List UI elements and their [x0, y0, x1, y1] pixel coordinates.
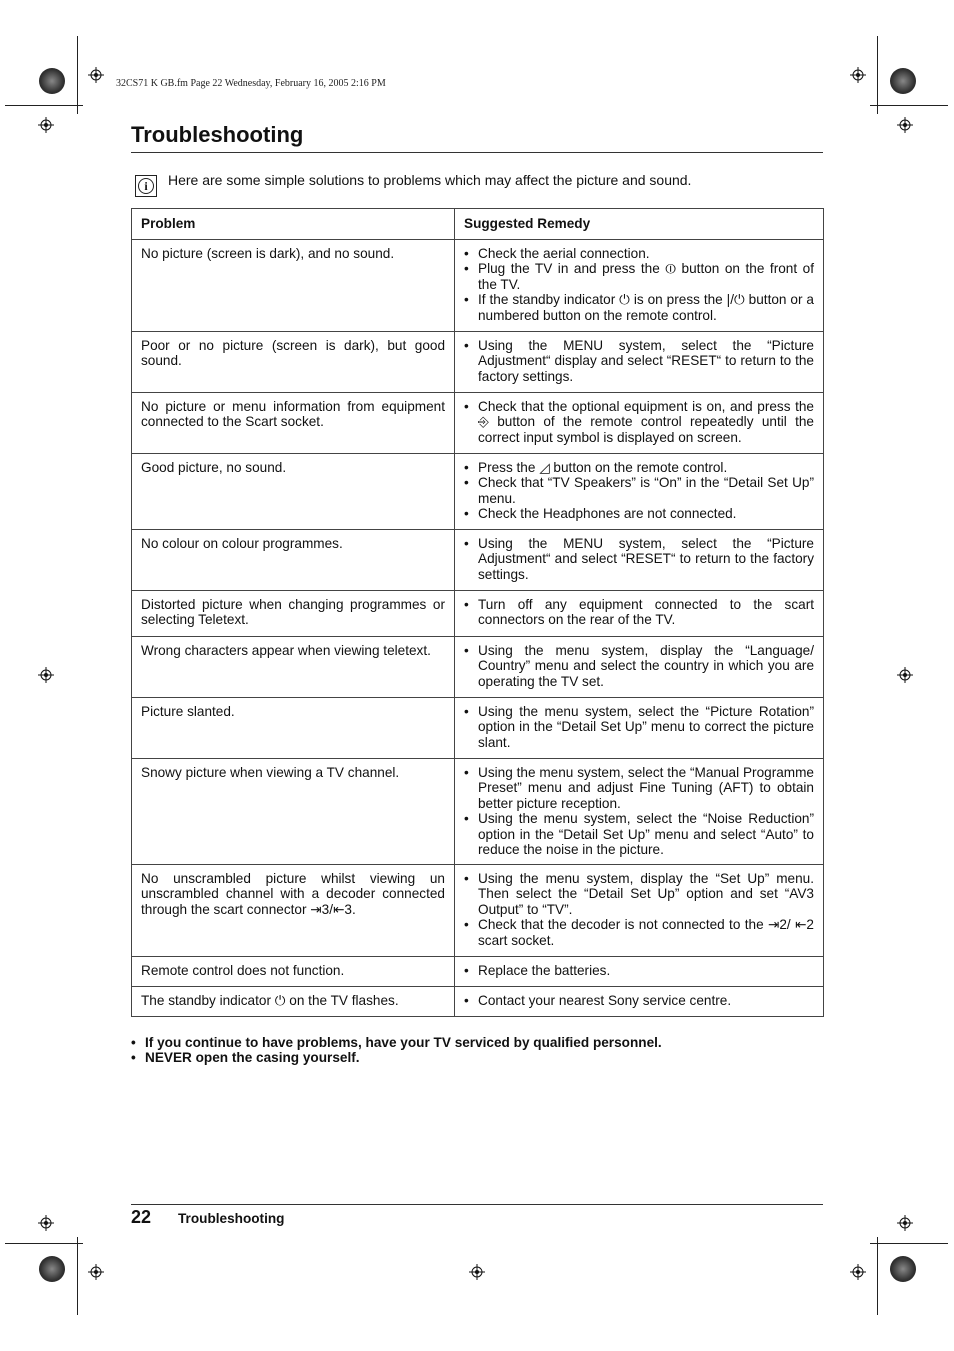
remedy-item: • Using the MENU system, select the “Picture Adjustment“ display and select “RESET“ to return to the factory settings.: [478, 338, 814, 384]
problem-cell: No unscrambled picture whilst viewing un unscrambled channel with a decoder connected through the scart connector ⇥3/⇤3.: [132, 865, 455, 957]
problem-cell: Snowy picture when viewing a TV channel.: [132, 759, 455, 865]
problem-cell: Good picture, no sound.: [132, 454, 455, 530]
remedy-cell: [455, 987, 824, 1017]
title-divider: [131, 152, 823, 153]
remedy-cell: [455, 332, 824, 393]
problem-cell: No picture (screen is dark), and no sound.: [132, 240, 455, 332]
table-row: [132, 454, 824, 530]
remedy-cell: [455, 637, 824, 698]
remedy-list: [464, 246, 814, 323]
file-header: 32CS71 K GB.fm Page 22 Wednesday, February 16, 2005 2:16 PM: [116, 78, 386, 89]
remedy-list: [464, 993, 814, 1008]
problem-cell: Wrong characters appear when viewing teletext.: [132, 637, 455, 698]
registration-mark-icon: [469, 1264, 485, 1280]
table-row: [132, 987, 824, 1017]
remedy-cell: [455, 240, 824, 332]
table-row: [132, 393, 824, 454]
remedy-cell: [455, 454, 824, 530]
registration-mark-icon: [897, 117, 913, 133]
remedy-list: [464, 704, 814, 750]
info-icon: i: [135, 175, 157, 197]
remedy-cell: [455, 393, 824, 454]
remedy-list: [464, 460, 814, 522]
remedy-list: [464, 597, 814, 628]
remedy-cell: [455, 698, 824, 759]
color-disc-icon: [890, 1256, 916, 1282]
color-disc-icon: [39, 1256, 65, 1282]
registration-mark-icon: [88, 1264, 104, 1280]
remedy-cell: [455, 759, 824, 865]
registration-mark-icon: [38, 667, 54, 683]
problem-cell: No colour on colour programmes.: [132, 530, 455, 591]
table-row: [132, 637, 824, 698]
remedy-item: • Check that “TV Speakers” is “On” in the “Detail Set Up” menu.: [478, 475, 814, 506]
remedy-item: • Replace the batteries.: [478, 963, 814, 978]
registration-mark-icon: [850, 1264, 866, 1280]
remedy-item: • Check the aerial connection.: [478, 246, 814, 261]
remedy-list: [464, 963, 814, 978]
remedy-item: • Turn off any equipment connected to the scart connectors on the rear of the TV.: [478, 597, 814, 628]
problem-cell: The standby indicator ⏻ on the TV flashes.: [132, 987, 455, 1017]
remedy-cell: [455, 530, 824, 591]
color-disc-icon: [39, 68, 65, 94]
remedy-item: • If the standby indicator ⏻ is on press the |/⏻ button or a numbered button on the remote control.: [478, 292, 814, 323]
problem-cell: Remote control does not function.: [132, 957, 455, 987]
footer-section-label: Troubleshooting: [178, 1211, 285, 1226]
table-body: [132, 240, 824, 1017]
problem-cell: Poor or no picture (screen is dark), but good sound.: [132, 332, 455, 393]
table-row: [132, 240, 824, 332]
remedy-list: [464, 399, 814, 445]
remedy-list: [464, 536, 814, 582]
table-row: [132, 332, 824, 393]
remedy-item: • Check that the decoder is not connected to the ⇥2/ ⇤2 scart socket.: [478, 917, 814, 948]
table-row: [132, 591, 824, 637]
remedy-item: • Press the ◿ button on the remote control.: [478, 460, 814, 475]
intro-text: Here are some simple solutions to problems which may affect the picture and sound.: [168, 172, 692, 188]
remedy-item: • Plug the TV in and press the ⏼ button on the front of the TV.: [478, 261, 814, 292]
registration-mark-icon: [897, 1215, 913, 1231]
remedy-list: [464, 871, 814, 948]
remedy-cell: [455, 865, 824, 957]
note-item: • NEVER open the casing yourself.: [131, 1050, 662, 1065]
problem-cell: Distorted picture when changing programmes or selecting Teletext.: [132, 591, 455, 637]
remedy-item: • Using the menu system, display the “Language/ Country” menu and select the country in which you are operating the TV set.: [478, 643, 814, 689]
remedy-cell: [455, 591, 824, 637]
remedy-item: • Check that the optional equipment is on, and press the ⎆ button of the remote control repeatedly until the correct input symbol is displayed on screen.: [478, 399, 814, 445]
remedy-list: [464, 765, 814, 857]
table-row: [132, 698, 824, 759]
table-row: [132, 530, 824, 591]
remedy-item: • Using the MENU system, select the “Picture Adjustment“ and select “RESET“ to return to the factory settings.: [478, 536, 814, 582]
remedy-item: • Contact your nearest Sony service centre.: [478, 993, 814, 1008]
footer-divider: [131, 1204, 823, 1205]
remedy-list: [464, 338, 814, 384]
remedy-list: [464, 643, 814, 689]
warning-notes: [131, 1035, 662, 1066]
remedy-item: • Check the Headphones are not connected.: [478, 506, 814, 521]
table-row: [132, 957, 824, 987]
registration-mark-icon: [850, 67, 866, 83]
troubleshooting-table: [131, 208, 824, 1017]
color-disc-icon: [890, 68, 916, 94]
registration-mark-icon: [38, 117, 54, 133]
page-title: Troubleshooting: [131, 122, 304, 147]
remedy-cell: [455, 957, 824, 987]
remedy-header: Suggested Remedy: [455, 209, 824, 240]
page-number: 22: [131, 1207, 152, 1227]
problem-cell: No picture or menu information from equipment connected to the Scart socket.: [132, 393, 455, 454]
problem-cell: Picture slanted.: [132, 698, 455, 759]
problem-header: Problem: [132, 209, 455, 240]
registration-mark-icon: [38, 1215, 54, 1231]
remedy-item: • Using the menu system, select the “Picture Rotation” option in the “Detail Set Up” menu to correct the picture slant.: [478, 704, 814, 750]
remedy-item: • Using the menu system, select the “Noise Reduction” option in the “Detail Set Up” menu and select “Auto” to reduce the noise in the picture.: [478, 811, 814, 857]
remedy-item: • Using the menu system, select the “Manual Programme Preset” menu and adjust Fine Tuning (AFT) to obtain better picture reception.: [478, 765, 814, 811]
note-item: • If you continue to have problems, have your TV serviced by qualified personnel.: [131, 1035, 662, 1050]
registration-mark-icon: [897, 667, 913, 683]
table-row: [132, 759, 824, 865]
table-row: [132, 865, 824, 957]
table-header-row: [132, 209, 824, 240]
registration-mark-icon: [88, 67, 104, 83]
remedy-item: • Using the menu system, display the “Set Up” menu. Then select the “Detail Set Up” option and set “AV3 Output” to “TV”.: [478, 871, 814, 917]
